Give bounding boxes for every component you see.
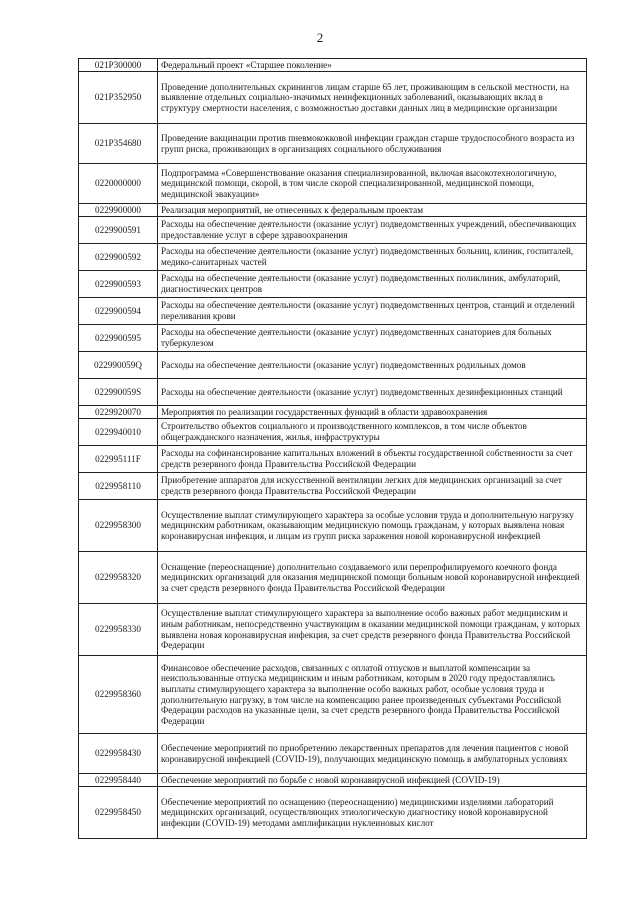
code-cell: 0229900593 — [79, 271, 158, 298]
description-cell: Приобретение аппаратов для искусственной вентиляции легких для медицинских организаций за счет средств резервного фонда Правительства Российской Федерации — [158, 473, 587, 500]
description-cell: Финансовое обеспечение расходов, связанных с оплатой отпусков и выплатой компенсации за неиспользованные отпуска медицинским и иным работникам, которым в 2020 году предоставлялись выплаты стимулирующего характера за выполнение особо важных работ, особые условия труда и дополнительную нагрузку, в том числе на компенсацию ранее произведенных субъектами Российской Федерации расходов на указанные цели, за счет средств резервного фонда Правительства Российской Федерации — [158, 656, 587, 734]
code-cell: 022995111F — [79, 446, 158, 473]
description-cell: Расходы на обеспечение деятельности (оказание услуг) подведомственных дезинфекционных станций — [158, 379, 587, 406]
code-cell: 0229958110 — [79, 473, 158, 500]
table-row — [79, 406, 587, 419]
code-cell: 0229900000 — [79, 204, 158, 217]
code-cell: 0229900592 — [79, 244, 158, 271]
code-cell: 0229940010 — [79, 419, 158, 446]
table-row — [79, 298, 587, 325]
table-row — [79, 787, 587, 839]
code-cell: 022990059Q — [79, 352, 158, 379]
description-cell: Расходы на обеспечение деятельности (оказание услуг) подведомственных центров, станций и отделений переливания крови — [158, 298, 587, 325]
table-row — [79, 500, 587, 552]
description-cell: Расходы на обеспечение деятельности (оказание услуг) подведомственных поликлиник, амбулаторий, диагностических центров — [158, 271, 587, 298]
code-cell: 0229900591 — [79, 217, 158, 244]
table-row — [79, 352, 587, 379]
code-cell: 021P300000 — [79, 59, 158, 72]
code-cell: 0229958440 — [79, 774, 158, 787]
code-cell: 021P354680 — [79, 124, 158, 164]
code-cell: 0229958300 — [79, 500, 158, 552]
code-cell: 0229958450 — [79, 787, 158, 839]
page-number: 2 — [316, 30, 324, 45]
table-row — [79, 72, 587, 124]
table-body — [79, 59, 587, 839]
table-row — [79, 124, 587, 164]
description-cell: Федеральный проект «Старшее поколение» — [158, 59, 587, 72]
table-row — [79, 271, 587, 298]
code-cell: 0229958330 — [79, 604, 158, 656]
table-row — [79, 604, 587, 656]
code-cell: 0229920070 — [79, 406, 158, 419]
description-cell: Мероприятия по реализации государственных функций в области здравоохранения — [158, 406, 587, 419]
code-cell: 0229958430 — [79, 734, 158, 774]
code-cell: 0229958320 — [79, 552, 158, 604]
table-row — [79, 446, 587, 473]
code-cell: 021P352950 — [79, 72, 158, 124]
table-row — [79, 59, 587, 72]
description-cell: Осуществление выплат стимулирующего характера за особые условия труда и дополнительную нагрузку медицинским работникам, оказывающим медицинскую помощь гражданам, у которых выявлена новая коронавирусная инфекция, и лицам из групп риска заражения новой коронавирусной инфекцией — [158, 500, 587, 552]
description-cell: Расходы на софинансирование капитальных вложений в объекты государственной собственности за счет средств резервного фонда Правительства Российской Федерации — [158, 446, 587, 473]
table-row — [79, 552, 587, 604]
description-cell: Проведение дополнительных скринингов лицам старше 65 лет, проживающим в сельской местности, на выявление отдельных социально-значимых неинфекционных заболеваний, оказывающих вклад в структуру смертности населения, с возможностью доставки данных лиц в медицинские организации — [158, 72, 587, 124]
description-cell: Обеспечение мероприятий по борьбе с новой коронавирусной инфекцией (COVID-19) — [158, 774, 587, 787]
table-row — [79, 734, 587, 774]
description-cell: Строительство объектов социального и производственного комплексов, в том числе объектов общегражданского назначения, жилья, инфраструктуры — [158, 419, 587, 446]
table-row — [79, 419, 587, 446]
table-row — [79, 473, 587, 500]
description-cell: Подпрограмма «Совершенствование оказания специализированной, включая высокотехнологичную, медицинской помощи, скорой, в том числе скорой специализированной, медицинской помощи, медицинской эвакуации» — [158, 164, 587, 204]
description-cell: Расходы на обеспечение деятельности (оказание услуг) подведомственных больниц, клиник, госпиталей, медико-санитарных частей — [158, 244, 587, 271]
description-cell: Расходы на обеспечение деятельности (оказание услуг) подведомственных учреждений, обеспечивающих предоставление услуг в сфере здравоохранения — [158, 217, 587, 244]
code-cell: 022990059S — [79, 379, 158, 406]
table-row — [79, 774, 587, 787]
table-row — [79, 656, 587, 734]
code-cell: 0220000000 — [79, 164, 158, 204]
description-cell: Проведение вакцинации против пневмококковой инфекции граждан старше трудоспособного возраста из групп риска, проживающих в организациях социального обслуживания — [158, 124, 587, 164]
description-cell: Оснащение (переоснащение) дополнительно создаваемого или перепрофилируемого коечного фонда медицинских организаций для оказания медицинской помощи больным новой коронавирусной инфекцией за счет средств резервного фонда Правительства Российской Федерации — [158, 552, 587, 604]
description-cell: Расходы на обеспечение деятельности (оказание услуг) подведомственных санаториев для больных туберкулезом — [158, 325, 587, 352]
table-row — [79, 164, 587, 204]
table-row — [79, 379, 587, 406]
table-row — [79, 244, 587, 271]
description-cell: Реализация мероприятий, не отнесенных к федеральным проектам — [158, 204, 587, 217]
description-cell: Обеспечение мероприятий по приобретению лекарственных препаратов для лечения пациентов с новой коронавирусной инфекцией (COVID-19), получающих медицинскую помощь в амбулаторных условиях — [158, 734, 587, 774]
description-cell: Обеспечение мероприятий по оснащению (переоснащению) медицинскими изделиями лабораторий медицинских организаций, осуществляющих этиологическую диагностику новой коронавирусной инфекции (COVID-19) методами амплификации нуклеиновых кислот — [158, 787, 587, 839]
code-cell: 0229958360 — [79, 656, 158, 734]
table-row — [79, 217, 587, 244]
code-cell: 0229900595 — [79, 325, 158, 352]
table-row — [79, 204, 587, 217]
description-cell: Расходы на обеспечение деятельности (оказание услуг) подведомственных родильных домов — [158, 352, 587, 379]
description-cell: Осуществление выплат стимулирующего характера за выполнение особо важных работ медицинским и иным работникам, непосредственно участвующим в оказании медицинской помощи гражданам, у которых выявлена новая коронавирусная инфекция, за счет средств резервного фонда Правительства Российской Федерации — [158, 604, 587, 656]
table-row — [79, 325, 587, 352]
code-cell: 0229900594 — [79, 298, 158, 325]
budget-codes-table — [78, 58, 587, 839]
